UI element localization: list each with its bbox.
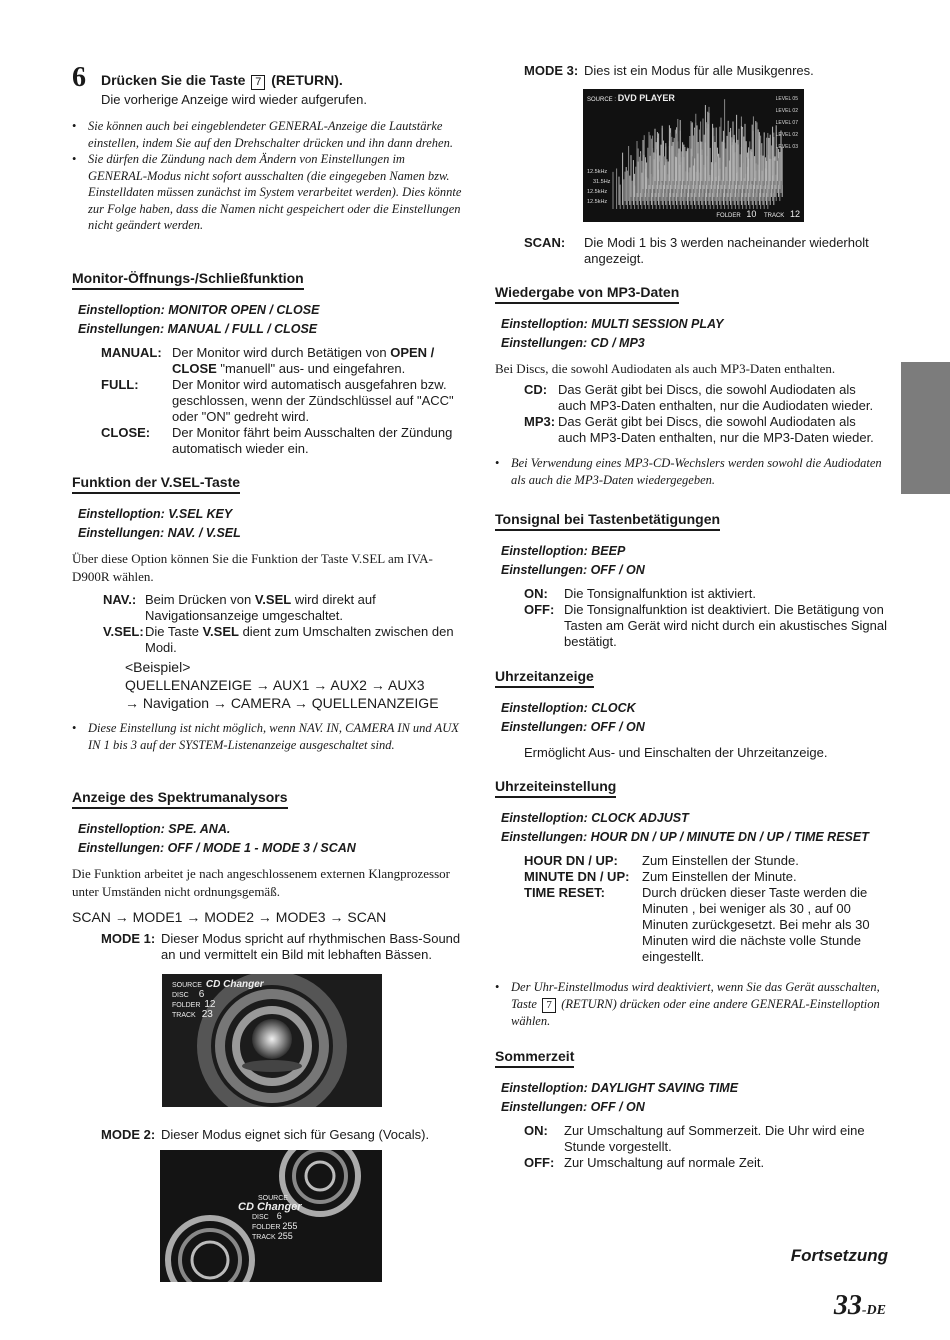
dst-term: OFF: bbox=[524, 1155, 555, 1170]
beep-section bbox=[495, 511, 887, 650]
return-key-icon: 7 bbox=[251, 75, 265, 90]
dst-desc: Zur Umschaltung auf normale Zeit. bbox=[564, 1155, 765, 1170]
beep-desc: Die Tonsignalfunktion ist aktiviert. bbox=[564, 586, 756, 601]
monitor-item-close bbox=[101, 425, 467, 457]
screen2-row-value: 6 bbox=[276, 1211, 282, 1221]
beep-settings: Einstellungen: OFF / ON bbox=[501, 563, 645, 577]
mode3-term: MODE 3: bbox=[524, 63, 579, 78]
screen2-row-key: DISC bbox=[252, 1214, 269, 1221]
vsel-item-vsel bbox=[103, 624, 467, 656]
vsel-note: • Diese Einstellung ist nicht möglich, wenn NAV. IN, CAMERA IN und AUX IN 1 bis 3 auf der SYSTEM-Listenanzeige ausgeschaltet sind. bbox=[72, 720, 467, 753]
page-number bbox=[834, 1290, 886, 1322]
clock-adjust-desc: Zum Einstellen der Minute. bbox=[642, 869, 797, 884]
mode1-term: MODE 1: bbox=[101, 931, 156, 946]
monitor-term: MANUAL: bbox=[101, 345, 162, 360]
clock-settings: Einstellungen: OFF / ON bbox=[501, 720, 645, 734]
monitor-settings: Einstellungen: MANUAL / FULL / CLOSE bbox=[78, 322, 318, 336]
vsel-desc: wird direkt auf Navigationsanzeige umgeschaltet. bbox=[145, 592, 376, 623]
clock-adjust-note-text: Der Uhr-Einstellmodus wird deaktiviert, wenn Sie das Gerät ausschalten, Taste bbox=[511, 980, 880, 1011]
vsel-settings: Einstellungen: NAV. / V.SEL bbox=[78, 526, 241, 540]
mp3-option: Einstelloption: MULTI SESSION PLAY bbox=[501, 317, 724, 331]
vsel-desc: Die Taste bbox=[145, 624, 203, 639]
beep-item-on bbox=[524, 586, 887, 602]
beep-desc: Die Tonsignalfunktion ist deaktiviert. Die Betätigung von Tasten am Gerät wird nicht durch ein akustisches Signal bestätigt. bbox=[564, 602, 887, 649]
screen3-freq: 12.5kHz bbox=[587, 199, 608, 205]
clock-adjust-heading: Uhrzeiteinstellung bbox=[495, 778, 616, 798]
screen1-row-key: TRACK bbox=[172, 1012, 196, 1019]
vsel-item-nav bbox=[103, 592, 467, 624]
monitor-desc-bold: OPEN / CLOSE bbox=[172, 345, 435, 376]
clock-adjust-desc: Zum Einstellen der Stunde. bbox=[642, 853, 799, 868]
monitor-desc: Der Monitor wird durch Betätigen von bbox=[172, 345, 391, 360]
dst-settings: Einstellungen: OFF / ON bbox=[501, 1100, 645, 1114]
scan-item bbox=[495, 235, 887, 267]
monitor-desc: "manuell" aus- und eingefahren. bbox=[216, 361, 406, 376]
spectrum-settings: Einstellungen: OFF / MODE 1 - MODE 3 / SCAN bbox=[78, 841, 356, 855]
monitor-heading: Monitor-Öffnungs-/Schließfunktion bbox=[72, 270, 304, 290]
screen2-row-value: 255 bbox=[277, 1231, 293, 1241]
screen3-level: LEVEL 02 bbox=[775, 132, 798, 138]
vsel-section bbox=[72, 474, 467, 753]
screen1-row-key: FOLDER bbox=[172, 1002, 201, 1009]
page-number-suffix: -DE bbox=[861, 1303, 886, 1318]
mp3-item-cd bbox=[524, 382, 887, 414]
vsel-desc: Beim Drücken von bbox=[145, 592, 255, 607]
screen2-source: SOURCE bbox=[258, 1195, 288, 1202]
screen3-track: 12 bbox=[789, 209, 800, 219]
mp3-item-mp3 bbox=[524, 414, 887, 446]
vsel-term: V.SEL: bbox=[103, 624, 144, 639]
screen3-freq: 31.5Hz bbox=[593, 179, 611, 185]
clock-adjust-settings: Einstellungen: HOUR DN / UP / MINUTE DN / UP / TIME RESET bbox=[501, 830, 869, 844]
screen3-track-label: TRACK bbox=[763, 213, 785, 219]
dst-section bbox=[495, 1048, 887, 1171]
dst-term: ON: bbox=[524, 1123, 548, 1138]
beep-term: OFF: bbox=[524, 602, 555, 617]
mode3-desc: Dies ist ein Modus für alle Musikgenres. bbox=[584, 63, 814, 78]
clock-adjust-note-text: (RETURN) drücken oder eine andere GENERAL-Einstelloption wählen. bbox=[511, 996, 880, 1028]
mode1-desc: Dieser Modus spricht auf rhythmischen Bass-Sound an und vermittelt ein Bild mit lebhaften Bässen. bbox=[161, 931, 461, 962]
screen3-level: LEVEL 02 bbox=[775, 108, 798, 114]
monitor-item-manual bbox=[101, 345, 467, 377]
mode2-screenshot bbox=[160, 1150, 382, 1282]
mp3-heading: Wiedergabe von MP3-Daten bbox=[495, 284, 679, 304]
mode2-desc: Dieser Modus eignet sich für Gesang (Vocals). bbox=[161, 1127, 430, 1142]
beep-term: ON: bbox=[524, 586, 548, 601]
scan-desc: Die Modi 1 bis 3 werden nacheinander wiederholt angezeigt. bbox=[584, 235, 869, 266]
clock-adjust-term: MINUTE DN / UP: bbox=[524, 869, 630, 884]
screen3-level: LEVEL 03 bbox=[775, 144, 798, 150]
clock-adjust-desc: Durch drücken dieser Taste werden die Minuten , bei weniger als 30 , auf 00 Minuten zurückgesetzt. Bei mehr als 30 Minuten wird die nächste volle Stunde eingestellt. bbox=[642, 885, 870, 964]
spectrum-section bbox=[72, 789, 467, 963]
clock-adjust-note bbox=[495, 979, 887, 1029]
spectrum-option: Einstelloption: SPE. ANA. bbox=[78, 822, 231, 836]
step-title-suffix: (RETURN). bbox=[271, 72, 343, 88]
monitor-section bbox=[72, 270, 467, 457]
screen2-row-key: FOLDER bbox=[252, 1224, 281, 1231]
screen2-name: CD Changer bbox=[238, 1201, 302, 1213]
screen3-level: LEVEL 05 bbox=[775, 96, 798, 102]
mp3-term: CD: bbox=[524, 382, 548, 397]
step-note-1: • Sie können auch bei eingeblendeter GENERAL-Anzeige die Lautstärke einstellen, indem Sie auf den Drehschalter drücken und ihn dann drehen. bbox=[72, 118, 467, 151]
screen3-name: DVD PLAYER bbox=[617, 93, 675, 103]
vsel-option: Einstelloption: V.SEL KEY bbox=[78, 507, 233, 521]
monitor-term: CLOSE: bbox=[101, 425, 151, 440]
screen3-freq: 12.5kHz bbox=[587, 189, 608, 195]
mode1-screenshot bbox=[162, 974, 382, 1107]
screen1-source: SOURCE bbox=[172, 982, 202, 989]
dst-item-off bbox=[524, 1155, 887, 1171]
screen3-source: SOURCE : bbox=[587, 97, 617, 103]
screen3-folder-label: FOLDER bbox=[716, 213, 741, 219]
monitor-option: Einstelloption: MONITOR OPEN / CLOSE bbox=[78, 303, 320, 317]
monitor-desc: Der Monitor fährt beim Ausschalten der Zündung automatisch wieder ein. bbox=[172, 425, 453, 456]
step-subtitle: Die vorherige Anzeige wird wieder aufgerufen. bbox=[101, 92, 367, 107]
screen1-row-key: DISC bbox=[172, 992, 189, 999]
mp3-note: • Bei Verwendung eines MP3-CD-Wechslers werden sowohl die Audiodaten als auch die MP3-Daten wiedergegeben. bbox=[495, 455, 887, 488]
vsel-desc: dient zum Umschalten zwischen den Modi. bbox=[145, 624, 454, 655]
mp3-section bbox=[495, 284, 887, 488]
mode3-item bbox=[495, 63, 887, 79]
vsel-example-line-2: → Navigation → CAMERA → QUELLENANZEIGE bbox=[125, 695, 439, 711]
beep-heading: Tonsignal bei Tastenbetätigungen bbox=[495, 511, 720, 531]
mp3-desc: Das Gerät gibt bei Discs, die sowohl Audiodaten als auch MP3-Daten enthalten, nur die MP3-Daten wieder. bbox=[558, 414, 874, 445]
scan-term: SCAN: bbox=[524, 235, 566, 250]
screen3-freq: 12.5kHz bbox=[587, 169, 608, 175]
spectrum-intro: Die Funktion arbeitet je nach angeschlossenem externen Klangprozessor unter Umständen nicht ordnungsgemäß. bbox=[72, 866, 450, 899]
mode3-visual bbox=[583, 89, 804, 222]
vsel-intro: Über diese Option können Sie die Funktion der Taste V.SEL am IVA-D900R wählen. bbox=[72, 551, 433, 584]
clock-adjust-term: HOUR DN / UP: bbox=[524, 853, 618, 868]
monitor-desc: Der Monitor wird automatisch ausgefahren bzw. geschlossen, wenn der Zündschlüssel auf "ACC" oder "ON" gedreht wird. bbox=[172, 377, 454, 424]
monitor-term: FULL: bbox=[101, 377, 139, 392]
screen1-row-value: 23 bbox=[201, 1009, 213, 1020]
step-note-2: • Sie dürfen die Zündung nach dem Ändern von Einstellungen im GENERAL-Modus nicht sofort ausschalten (die eingegeben Namen bzw. Einstelldaten müssen zunächst im System verarbeitet werden). Dies könnte zur Folge haben, dass die Namen nicht gespeichert oder die Einstellungen nicht geändert werden. bbox=[72, 151, 467, 234]
dst-item-on bbox=[524, 1123, 887, 1155]
mode3-screenshot bbox=[583, 89, 804, 222]
section-tab-marker bbox=[901, 362, 950, 494]
mp3-term: MP3: bbox=[524, 414, 556, 429]
spectrum-heading: Anzeige des Spektrumanalysors bbox=[72, 789, 288, 809]
clock-adjust-option: Einstelloption: CLOCK ADJUST bbox=[501, 811, 689, 825]
clock-adjust-section bbox=[495, 778, 887, 1029]
screen1-row-value: 12 bbox=[204, 999, 216, 1010]
mode2-term: MODE 2: bbox=[101, 1127, 156, 1142]
vsel-desc-bold: V.SEL bbox=[202, 624, 239, 639]
vsel-example-line-1: QUELLENANZEIGE → AUX1 → AUX2 → AUX3 bbox=[125, 677, 425, 693]
dst-heading: Sommerzeit bbox=[495, 1048, 574, 1068]
vsel-example-label: <Beispiel> bbox=[125, 659, 191, 675]
monitor-item-full bbox=[101, 377, 467, 425]
step-number: 6 bbox=[72, 62, 86, 93]
screen2-row-value: 255 bbox=[282, 1221, 298, 1231]
step-notes bbox=[72, 118, 467, 234]
clock-adjust-item bbox=[524, 853, 887, 869]
screen1-row-value: 6 bbox=[198, 989, 205, 1000]
page-number-value: 33 bbox=[833, 1290, 862, 1321]
vsel-term: NAV.: bbox=[103, 592, 137, 607]
mp3-settings: Einstellungen: CD / MP3 bbox=[501, 336, 645, 350]
mode1-item bbox=[101, 931, 467, 963]
step-title-prefix: Drücken Sie die Taste bbox=[101, 72, 246, 88]
dst-desc: Zur Umschaltung auf Sommerzeit. Die Uhr wird eine Stunde vorgestellt. bbox=[564, 1123, 865, 1154]
clock-adjust-item bbox=[524, 869, 887, 885]
screen3-level: LEVEL 07 bbox=[775, 120, 798, 126]
step-title bbox=[101, 72, 343, 90]
beep-item-off bbox=[524, 602, 887, 650]
continued-label: Fortsetzung bbox=[790, 1246, 888, 1265]
screen2-row-key: TRACK bbox=[252, 1234, 276, 1241]
return-key-icon: 7 bbox=[542, 998, 556, 1013]
clock-desc: Ermöglicht Aus- und Einschalten der Uhrzeitanzeige. bbox=[524, 745, 828, 760]
spectrum-sequence: SCAN → MODE1 → MODE2 → MODE3 → SCAN bbox=[72, 909, 387, 925]
screen1-name: CD Changer bbox=[205, 979, 264, 990]
mode2-item bbox=[72, 1127, 496, 1143]
clock-adjust-term: TIME RESET: bbox=[524, 885, 605, 900]
beep-option: Einstelloption: BEEP bbox=[501, 544, 626, 558]
clock-adjust-item bbox=[524, 885, 887, 965]
clock-heading: Uhrzeitanzeige bbox=[495, 668, 594, 688]
clock-section bbox=[495, 668, 887, 761]
mp3-desc: Das Gerät gibt bei Discs, die sowohl Audiodaten als auch MP3-Daten enthalten, nur die Audiodaten wieder. bbox=[558, 382, 874, 413]
clock-option: Einstelloption: CLOCK bbox=[501, 701, 636, 715]
mp3-intro: Bei Discs, die sowohl Audiodaten als auch MP3-Daten enthalten. bbox=[495, 361, 836, 376]
vsel-desc-bold: V.SEL bbox=[254, 592, 292, 607]
vsel-heading: Funktion der V.SEL-Taste bbox=[72, 474, 240, 494]
screen3-folder: 10 bbox=[746, 209, 757, 219]
dst-option: Einstelloption: DAYLIGHT SAVING TIME bbox=[501, 1081, 739, 1095]
